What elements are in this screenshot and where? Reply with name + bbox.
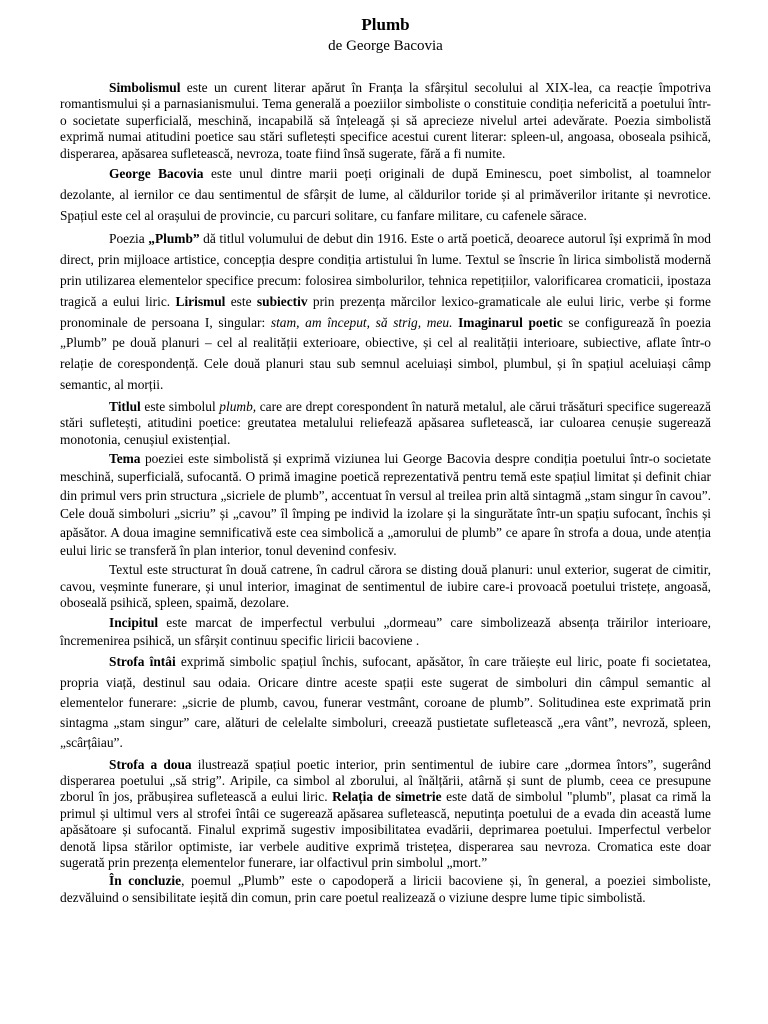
term-lirismul: Lirismul xyxy=(175,293,226,309)
document-title: Plumb xyxy=(361,15,410,34)
paragraph-structura: Textul este structurat în două catrene, în cadrul cărora se disting două planuri: unul exterior, sugerat de cimitir, cavou, veșminte funerare, și unul interior, imaginat de sentimentul de iubire care-i provoacă poetului tristețe, angoasă, oboseală psihică, spleen, spaimă, dezolare. xyxy=(60,562,711,611)
term-incipitul: Incipitul xyxy=(109,614,159,630)
paragraph-strofa-intai: Strofa întâi exprimă simbolic spațiul închis, sufocant, apăsător, în care trăiește eul liric, poate fi societatea, propria viață, destinul sau odaia. Oricare dintre aceste spații este sugerat de simboluri din câmpul semantic al elementelor funerare: „sicrie de plumb, cavou, funerar vestmânt, coroane de plumb”. Solitudinea este exprimată prin sintagma „stam singur” care, alături de celelalte simboluri, creează pustietate sufletească „era vânt”, nevroză, spleen, „scârțâiau”. xyxy=(60,654,711,751)
term-george-bacovia: George Bacovia xyxy=(109,166,204,182)
term-simbolismul: Simbolismul xyxy=(109,80,181,95)
term-relatia-de-simetrie: Relația de simetrie xyxy=(332,789,442,805)
term-subiectiv: subiectiv xyxy=(256,293,308,309)
term-strofa-intai: Strofa întâi xyxy=(109,654,176,670)
paragraph-george-bacovia: George Bacovia este unul dintre marii poeți originali de după Eminescu, poet simbolist, al toamnelor dezolante, al iernilor ce dau sentimentul de sfârșit de lume, al căldurilor toride și al primăverilor iritante și nevrotice. Spațiul este cel al orașului de provincie, cu parcuri solitare, cu fanfare militare, cu cafenele sărace. xyxy=(60,166,711,223)
document-author: de George Bacovia xyxy=(328,38,443,54)
term-in-concluzie: În concluzie xyxy=(109,873,182,889)
example-verbs: stam, am început, să strig, meu. xyxy=(270,314,453,330)
italic-plumb: plumb, xyxy=(219,398,257,414)
paragraph-strofa-a-doua: Strofa a doua ilustrează spațiul poetic interior, prin sentimentul de iubire care „dormea întors”, sugerând disperarea poetului „să strig”. Aripile, ca simbol al zborului, al înălțării, atârnă și sunt de plumb, ceea ce presupune zborul în jos, prăbușirea sufletească a eului liric. Relația de simetrie este dată de simbolul "plumb", plasat ca rimă la primul și ultimul vers al strofei întâi ce sugerează apăsarea sufletească, neputința poetului de a evada din această lume apăsătoare și sufocantă. Finalul exprimă sugestiv imposibilitatea evadării, deprimarea poetului. Imperfectul verbelor denotă lipsa stărilor optimiste, iar verbele auditive exprimă tristețea, disperarea sau nevroza. Cromatica este doar sugerată prin prezența elementelor funerare, iar olfactivul prin simbolul „mort.” xyxy=(60,756,711,870)
term-strofa-a-doua: Strofa a doua xyxy=(109,756,192,772)
term-imaginarul-poetic: Imaginarul poetic xyxy=(458,314,563,330)
term-titlul: Titlul xyxy=(109,398,141,414)
paragraph-tema: Tema poeziei este simbolistă și exprimă viziunea lui George Bacovia despre condiția poetului într-o societate meschină, superficială, sufocantă. O primă imagine poetică reprezentativă pentru temă este spațiul limitat și definit chiar din primul vers prin structura „sicriele de plumb”, accentuat în versul al treilea prin altă sintagmă „stam singur în cavou”. Cele două simboluri „sicriu” și „cavou” îl împing pe individ la izolare și la singurătate într-un spațiu sufocant, închis și apăsător. A doua imagine semnificativă este cea simbolică a „amorului de plumb” ce apare în strofa a doua, unde atenția eului liric se transferă în plan interior, tonul devenind confesiv. xyxy=(60,451,711,559)
paragraph-incipitul: Incipitul este marcat de imperfectul verbului „dormeau” care simbolizează absența trăirilor interioare, încremenirea psihică, un sfârșit continuu specific liricii bacoviene . xyxy=(60,614,711,649)
paragraph-poezia-plumb: Poezia „Plumb” dă titlul volumului de debut din 1916. Este o artă poetică, deoarece autorul își exprimă în mod direct, prin mijloace artistice, concepția despre condiția artistului în lume. Textul se înscrie în lirica simbolistă modernă prin utilizarea elementelor specifice precum: folosirea simbolurilor, tehnica repetițiilor, valorificarea cromaticii, ipostaza tragică a eului liric. Lirismul este subiectiv prin prezența mărcilor lexico-gramaticale ale eului liric, verbe și forme pronominale de persoana I, singular: stam, am început, să strig, meu. Imaginarul poetic se configurează în poezia „Plumb” pe două planuri – cel al realității exterioare, obiective, și cel al realității interioare, subiective, aflate într-o relație de corespondență. Cele două planuri stau sub semnul aceluiași simbol, plumbul, și în spațiul aceluiași câmp semantic, al morții. xyxy=(60,231,711,392)
paragraph-simbolismul: Simbolismul este un curent literar apărut în Franța la sfârșitul secolului al XIX-lea, ca reacție împotriva romantismului și a parnasianismului. Tema generală a poeziilor simboliste o constituie condiția nefericită a poetului într-o societate superficială, meschină, incapabilă să înțeleagă și să aprecieze nivelul artei adevărate. Poezia simbolistă exprimă numai atitudini poetice sau stări sufletești specifice acestui curent literar: spleen-ul, angoasa, oboseala psihică, disperarea, apăsarea sufletească, nevroza, toate fiind însă sugerate, fără a fi numite. xyxy=(60,80,711,161)
paragraph-concluzie: În concluzie, poemul „Plumb” este o capodoperă a liricii bacoviene și, în general, a poeziei simboliste, dezvăluind o sensibilitate ieșită din comun, prin care poetul realizează o viziune despre lume tipic simbolistă. xyxy=(60,873,712,905)
term-tema: Tema xyxy=(109,451,141,467)
paragraph-titlul: Titlul este simbolul plumb, care are drept corespondent în natură metalul, ale cărui trăsături specifice sugerează stări sufletești, atitudini poetice: greutatea metalului reliefează apăsarea sufletească, iar culoarea cenușie sugerează monotonia, cenușiul existențial. xyxy=(60,398,711,447)
term-plumb: „Plumb” xyxy=(148,231,200,247)
